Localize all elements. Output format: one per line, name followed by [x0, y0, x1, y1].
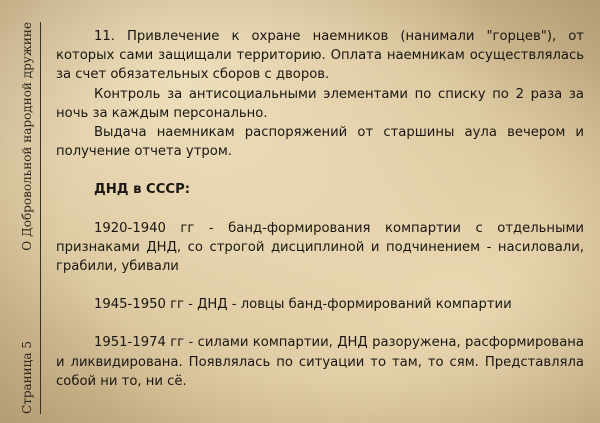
page-body — [56, 27, 584, 391]
paragraph-orders: Выдача наемникам распоряжений от старшины аула вечером и получение отчета утром. — [56, 125, 584, 160]
paragraph-1951-1974: 1951-1974 гг - силами компартии, ДНД разоружена, расформирована и ликвидирована. Появлялась по ситуации то там, то сям. Представляла собой ни то, ни сё. — [56, 335, 584, 389]
page-number-label: Страница 5 — [20, 341, 34, 414]
paragraph-control: Контроль за антисоциальными элементами по списку по 2 раза за ночь за каждым персонально. — [56, 86, 584, 121]
paragraph-1920-1940: 1920-1940 гг - банд-формирования компартии с отдельными признаками ДНД, со строгой дисциплиной и подчинением - насиловали, грабили, убивали — [56, 220, 584, 275]
section-title-vertical: О Добровольной народной дружине — [20, 22, 34, 251]
margin-divider — [40, 22, 41, 414]
page-margin-sidebar — [14, 22, 40, 414]
paragraph-1945-1950: 1945-1950 гг - ДНД - ловцы банд-формирований компартии — [94, 297, 512, 313]
section-heading: ДНД в СССР: — [94, 182, 191, 198]
paragraph-item-11: 11. Привлечение к охране наемников (нанимали "горцев"), от которых сами защищали территорию. Оплата наемникам осуществлялась за счет обязательных сборов с дворов. — [56, 29, 584, 83]
